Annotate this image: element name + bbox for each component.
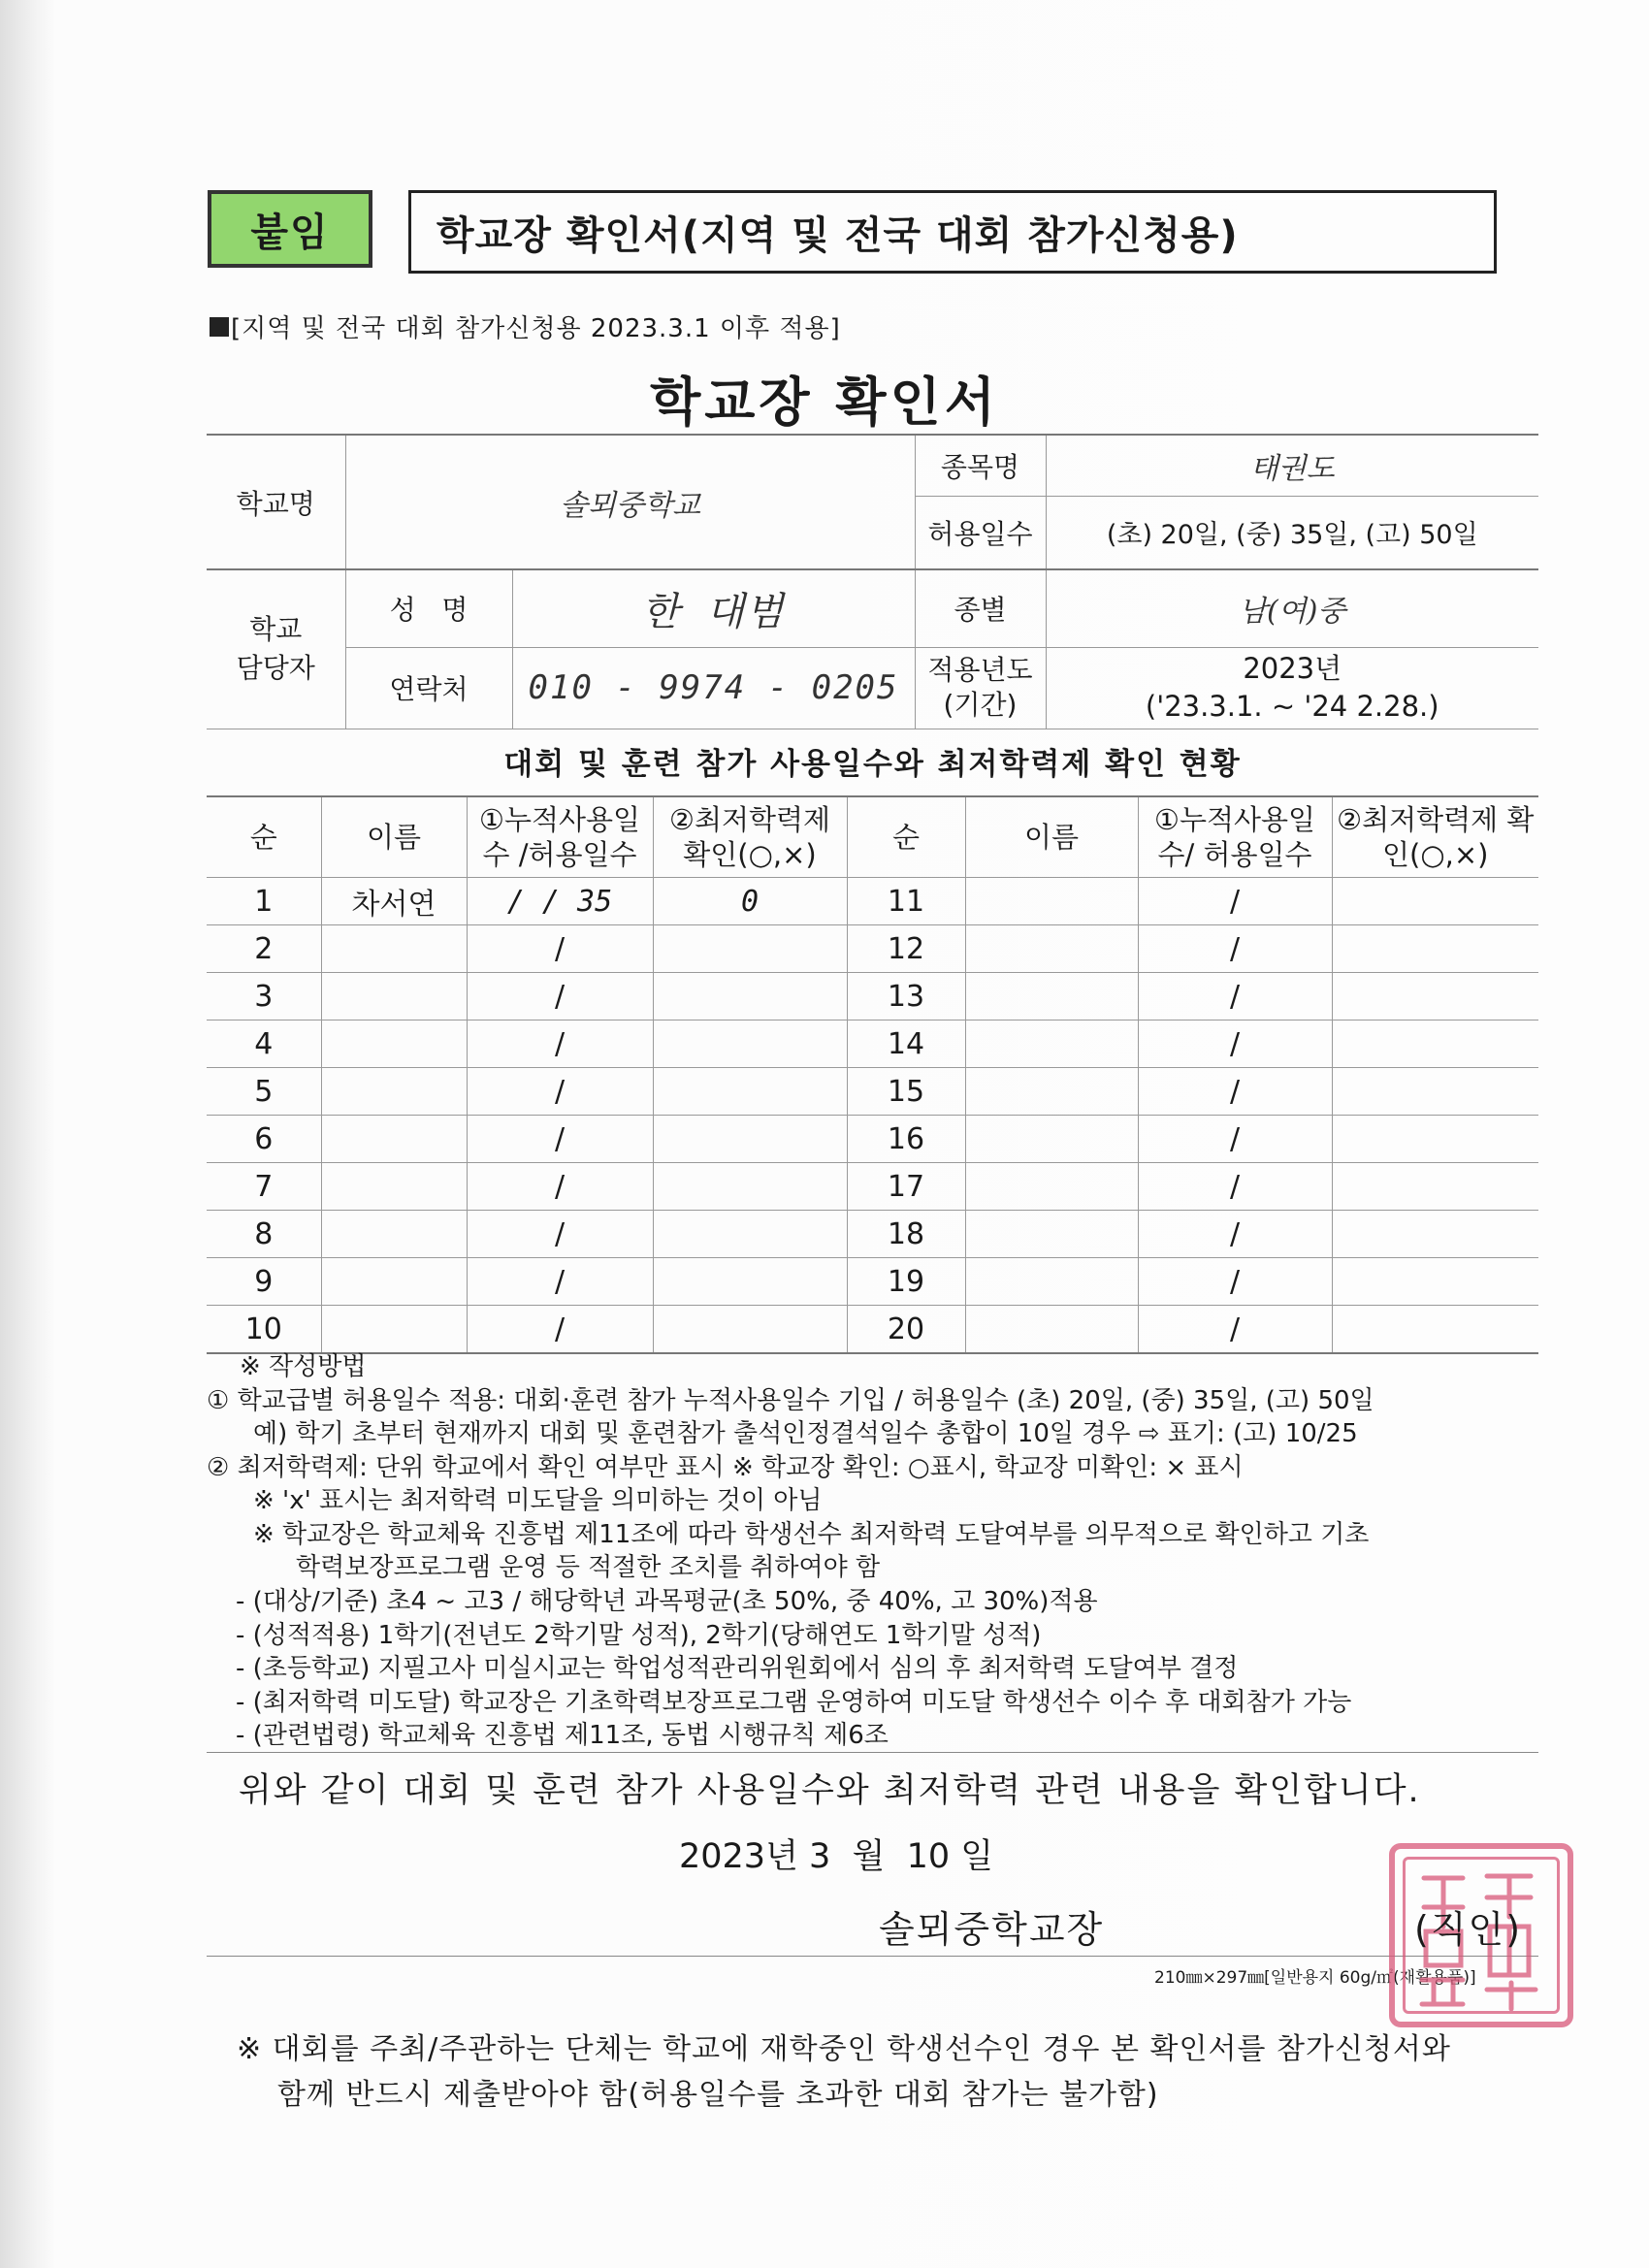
cumulative-days-cell: / bbox=[467, 1116, 653, 1163]
gender-value: 남(여)중 bbox=[1046, 569, 1538, 647]
header-days-right: ①누적사용일수/ 허용일수 bbox=[1138, 796, 1332, 878]
notes-line: ※ 학교장은 학교체육 진흥법 제11조에 따라 학생선수 최저학력 도달여부를 의무적으로 확인하고 기초 bbox=[253, 1519, 1370, 1549]
student-name-cell bbox=[965, 1068, 1138, 1116]
academic-check-cell bbox=[653, 925, 847, 973]
header-check-right: ②최저학력제 확인(○,×) bbox=[1332, 796, 1538, 878]
cumulative-days-cell: / bbox=[467, 1258, 653, 1306]
attachment-badge: 붙임 bbox=[208, 190, 372, 268]
row-no-cell: 18 bbox=[847, 1211, 965, 1258]
allowed-value: (초) 20일, (중) 35일, (고) 50일 bbox=[1046, 496, 1538, 569]
info-table bbox=[207, 434, 1538, 729]
allowed-label: 허용일수 bbox=[915, 496, 1046, 569]
cumulative-days-cell: / bbox=[467, 973, 653, 1021]
row-no-cell: 11 bbox=[847, 878, 965, 925]
footer-line: ※ 대회를 주최/주관하는 단체는 학교에 재학중인 학생선수인 경우 본 확인서를 참가신청서와 bbox=[237, 2032, 1451, 2066]
header-days-left: ①누적사용일수 /허용일수 bbox=[467, 796, 653, 878]
academic-check-cell bbox=[1332, 973, 1538, 1021]
cumulative-days-cell: / bbox=[1138, 1068, 1332, 1116]
academic-check-cell bbox=[1332, 1021, 1538, 1068]
row-no-cell: 4 bbox=[207, 1021, 321, 1068]
student-name-cell bbox=[321, 1021, 467, 1068]
document-title-text: 학교장 확인서 bbox=[650, 372, 999, 433]
year-period-text: ('23.3.1. ~ '24 2.28.) bbox=[1145, 690, 1439, 723]
header-no-left: 순 bbox=[207, 796, 321, 878]
notes-line: - (초등학교) 지필고사 미실시교는 학업성적관리위원회에서 심의 후 최저학력 도달여부 결정 bbox=[236, 1654, 1239, 1684]
notes-line: - (대상/기준) 초4 ~ 고3 / 해당학년 과목평균(초 50%, 중 40%, 고 30%)적용 bbox=[236, 1587, 1098, 1617]
notes-line: ※ 'x' 표시는 최저학력 미도달을 의미하는 것이 아님 bbox=[253, 1486, 823, 1516]
row-no-cell: 16 bbox=[847, 1116, 965, 1163]
header-name-left: 이름 bbox=[321, 796, 467, 878]
academic-check-cell bbox=[1332, 1163, 1538, 1211]
row-no-cell: 10 bbox=[207, 1306, 321, 1354]
student-name-cell bbox=[965, 1211, 1138, 1258]
student-name-cell bbox=[321, 925, 467, 973]
student-name-cell bbox=[321, 1116, 467, 1163]
footer-line: 함께 반드시 제출받아야 함(허용일수를 초과한 대회 참가는 불가함) bbox=[277, 2077, 1159, 2112]
table-row bbox=[207, 973, 1538, 1021]
row-no-cell: 5 bbox=[207, 1068, 321, 1116]
academic-check-cell bbox=[653, 973, 847, 1021]
row-no-cell: 13 bbox=[847, 973, 965, 1021]
paper-size-note: 210㎜×297㎜[일반용지 60g/㎡(재활용품)] bbox=[1154, 1968, 1476, 1988]
notes-heading: ※ 작성방법 bbox=[240, 1352, 367, 1381]
row-no-cell: 7 bbox=[207, 1163, 321, 1211]
notes-line: 예) 학기 초부터 현재까지 대회 및 훈련참가 출석인정결석일수 총합이 10일 경우 ⇨ 표기: (고) 10/25 bbox=[253, 1419, 1358, 1449]
cumulative-days-cell: / bbox=[467, 1021, 653, 1068]
student-name-cell bbox=[965, 1021, 1138, 1068]
scan-edge bbox=[0, 0, 54, 2268]
divider bbox=[207, 1956, 1538, 1957]
sport-label: 종목명 bbox=[915, 435, 1046, 496]
cumulative-days-cell: / bbox=[1138, 878, 1332, 925]
name-value: 한 대범 bbox=[512, 569, 915, 647]
student-name-cell bbox=[321, 1211, 467, 1258]
notes-line: - (성적적용) 1학기(전년도 2학기말 성적), 2학기(당해연도 1학기말 성적) bbox=[236, 1620, 1042, 1650]
academic-check-cell bbox=[653, 1163, 847, 1211]
academic-check-cell bbox=[1332, 878, 1538, 925]
student-name-cell bbox=[965, 973, 1138, 1021]
academic-check-cell bbox=[653, 1021, 847, 1068]
notes-line: - (관련법령) 학교체육 진흥법 제11조, 동법 시행규칙 제6조 bbox=[236, 1721, 889, 1751]
academic-check-cell bbox=[1332, 1306, 1538, 1354]
academic-check-cell bbox=[1332, 1068, 1538, 1116]
sport-value: 태권도 bbox=[1046, 435, 1538, 496]
notes-line: ① 학교급별 허용일수 적용: 대회·훈련 참가 누적사용일수 기입 / 허용일수 (초) 20일, (중) 35일, (고) 50일 bbox=[207, 1385, 1374, 1415]
gender-label: 종별 bbox=[915, 569, 1046, 647]
student-name-cell bbox=[965, 1163, 1138, 1211]
school-value: 솔뫼중학교 bbox=[345, 435, 915, 569]
staff-label: 학교 담당자 bbox=[207, 569, 345, 729]
cumulative-days-cell: / bbox=[467, 1163, 653, 1211]
roster-table bbox=[207, 795, 1538, 1354]
row-no-cell: 19 bbox=[847, 1258, 965, 1306]
academic-check-cell bbox=[1332, 1116, 1538, 1163]
document-title bbox=[0, 361, 1649, 436]
table-row bbox=[207, 1211, 1538, 1258]
cumulative-days-cell: / bbox=[1138, 1163, 1332, 1211]
header-name-right: 이름 bbox=[965, 796, 1138, 878]
table-row bbox=[207, 1258, 1538, 1306]
row-no-cell: 1 bbox=[207, 878, 321, 925]
student-name-cell bbox=[965, 878, 1138, 925]
cumulative-days-cell: / bbox=[1138, 1116, 1332, 1163]
cumulative-days-cell: / bbox=[1138, 1021, 1332, 1068]
confirm-statement: 위와 같이 대회 및 훈련 참가 사용일수와 최저학력 관련 내용을 확인합니다. bbox=[239, 1771, 1421, 1810]
student-name-cell: 차서연 bbox=[321, 878, 467, 925]
roster-body bbox=[207, 878, 1538, 1354]
square-bullet-icon bbox=[210, 317, 229, 337]
student-name-cell bbox=[965, 1306, 1138, 1354]
academic-check-cell bbox=[653, 1306, 847, 1354]
academic-check-cell bbox=[1332, 925, 1538, 973]
apply-note bbox=[210, 308, 841, 344]
table-row bbox=[207, 1068, 1538, 1116]
row-no-cell: 3 bbox=[207, 973, 321, 1021]
student-name-cell bbox=[965, 1116, 1138, 1163]
cumulative-days-cell: / bbox=[1138, 973, 1332, 1021]
academic-check-cell bbox=[1332, 1211, 1538, 1258]
notes-line: 학력보장프로그램 운영 등 적절한 조치를 취하여야 함 bbox=[296, 1553, 881, 1583]
issue-date: 2023년 3 월 10 일 bbox=[679, 1837, 994, 1876]
student-name-cell bbox=[321, 973, 467, 1021]
row-no-cell: 14 bbox=[847, 1021, 965, 1068]
table-row bbox=[207, 1306, 1538, 1354]
row-no-cell: 8 bbox=[207, 1211, 321, 1258]
footer-note bbox=[237, 2027, 1451, 2118]
academic-check-cell bbox=[653, 1116, 847, 1163]
principal-name: 솔뫼중학교장 bbox=[879, 1908, 1105, 1951]
student-name-cell bbox=[321, 1258, 467, 1306]
student-name-cell bbox=[321, 1068, 467, 1116]
divider bbox=[207, 1752, 1538, 1753]
cumulative-days-cell: / bbox=[1138, 1306, 1332, 1354]
cumulative-days-cell: / bbox=[467, 1211, 653, 1258]
row-no-cell: 2 bbox=[207, 925, 321, 973]
cumulative-days-cell: / / 35 bbox=[467, 878, 653, 925]
table-row bbox=[207, 925, 1538, 973]
row-no-cell: 17 bbox=[847, 1163, 965, 1211]
cumulative-days-cell: / bbox=[1138, 1258, 1332, 1306]
table-row bbox=[207, 878, 1538, 925]
student-name-cell bbox=[965, 925, 1138, 973]
student-name-cell bbox=[965, 1258, 1138, 1306]
name-label: 성 명 bbox=[345, 569, 512, 647]
cumulative-days-cell: / bbox=[467, 1306, 653, 1354]
roster-caption: 대회 및 훈련 참가 사용일수와 최저학력제 확인 현황 bbox=[503, 747, 1242, 782]
row-no-cell: 12 bbox=[847, 925, 965, 973]
cumulative-days-cell: / bbox=[1138, 1211, 1332, 1258]
academic-check-cell bbox=[653, 1258, 847, 1306]
table-row bbox=[207, 1021, 1538, 1068]
cumulative-days-cell: / bbox=[467, 1068, 653, 1116]
year-value-text: 2023년 bbox=[1243, 651, 1342, 685]
header-title: 학교장 확인서(지역 및 전국 대회 참가신청용) bbox=[408, 190, 1497, 274]
seal-label: (직인) bbox=[1414, 1908, 1523, 1951]
academic-check-cell bbox=[653, 1211, 847, 1258]
year-value bbox=[1046, 647, 1538, 729]
academic-check-cell bbox=[1332, 1258, 1538, 1306]
table-row bbox=[207, 1163, 1538, 1211]
header-no-right: 순 bbox=[847, 796, 965, 878]
student-name-cell bbox=[321, 1163, 467, 1211]
apply-note-text: [지역 및 전국 대회 참가신청용 2023.3.1 이후 적용] bbox=[231, 314, 841, 343]
student-name-cell bbox=[321, 1306, 467, 1354]
table-row bbox=[207, 1116, 1538, 1163]
academic-check-cell bbox=[653, 1068, 847, 1116]
cumulative-days-cell: / bbox=[467, 925, 653, 973]
academic-check-cell: 0 bbox=[653, 878, 847, 925]
school-label: 학교명 bbox=[207, 435, 345, 569]
notes-line: ② 최저학력제: 단위 학교에서 확인 여부만 표시 ※ 학교장 확인: ○표시, 학교장 미확인: × 표시 bbox=[207, 1452, 1244, 1482]
row-no-cell: 6 bbox=[207, 1116, 321, 1163]
contact-value: 010 - 9974 - 0205 bbox=[512, 647, 915, 729]
header-check-left: ②최저학력제 확인(○,×) bbox=[653, 796, 847, 878]
notes-line: - (최저학력 미도달) 학교장은 기초학력보장프로그램 운영하여 미도달 학생선수 이수 후 대회참가 가능 bbox=[236, 1687, 1352, 1717]
method-notes bbox=[207, 1350, 1565, 1753]
cumulative-days-cell: / bbox=[1138, 925, 1332, 973]
row-no-cell: 20 bbox=[847, 1306, 965, 1354]
contact-label: 연락처 bbox=[345, 647, 512, 729]
row-no-cell: 9 bbox=[207, 1258, 321, 1306]
year-label: 적용년도 (기간) bbox=[915, 647, 1046, 729]
row-no-cell: 15 bbox=[847, 1068, 965, 1116]
